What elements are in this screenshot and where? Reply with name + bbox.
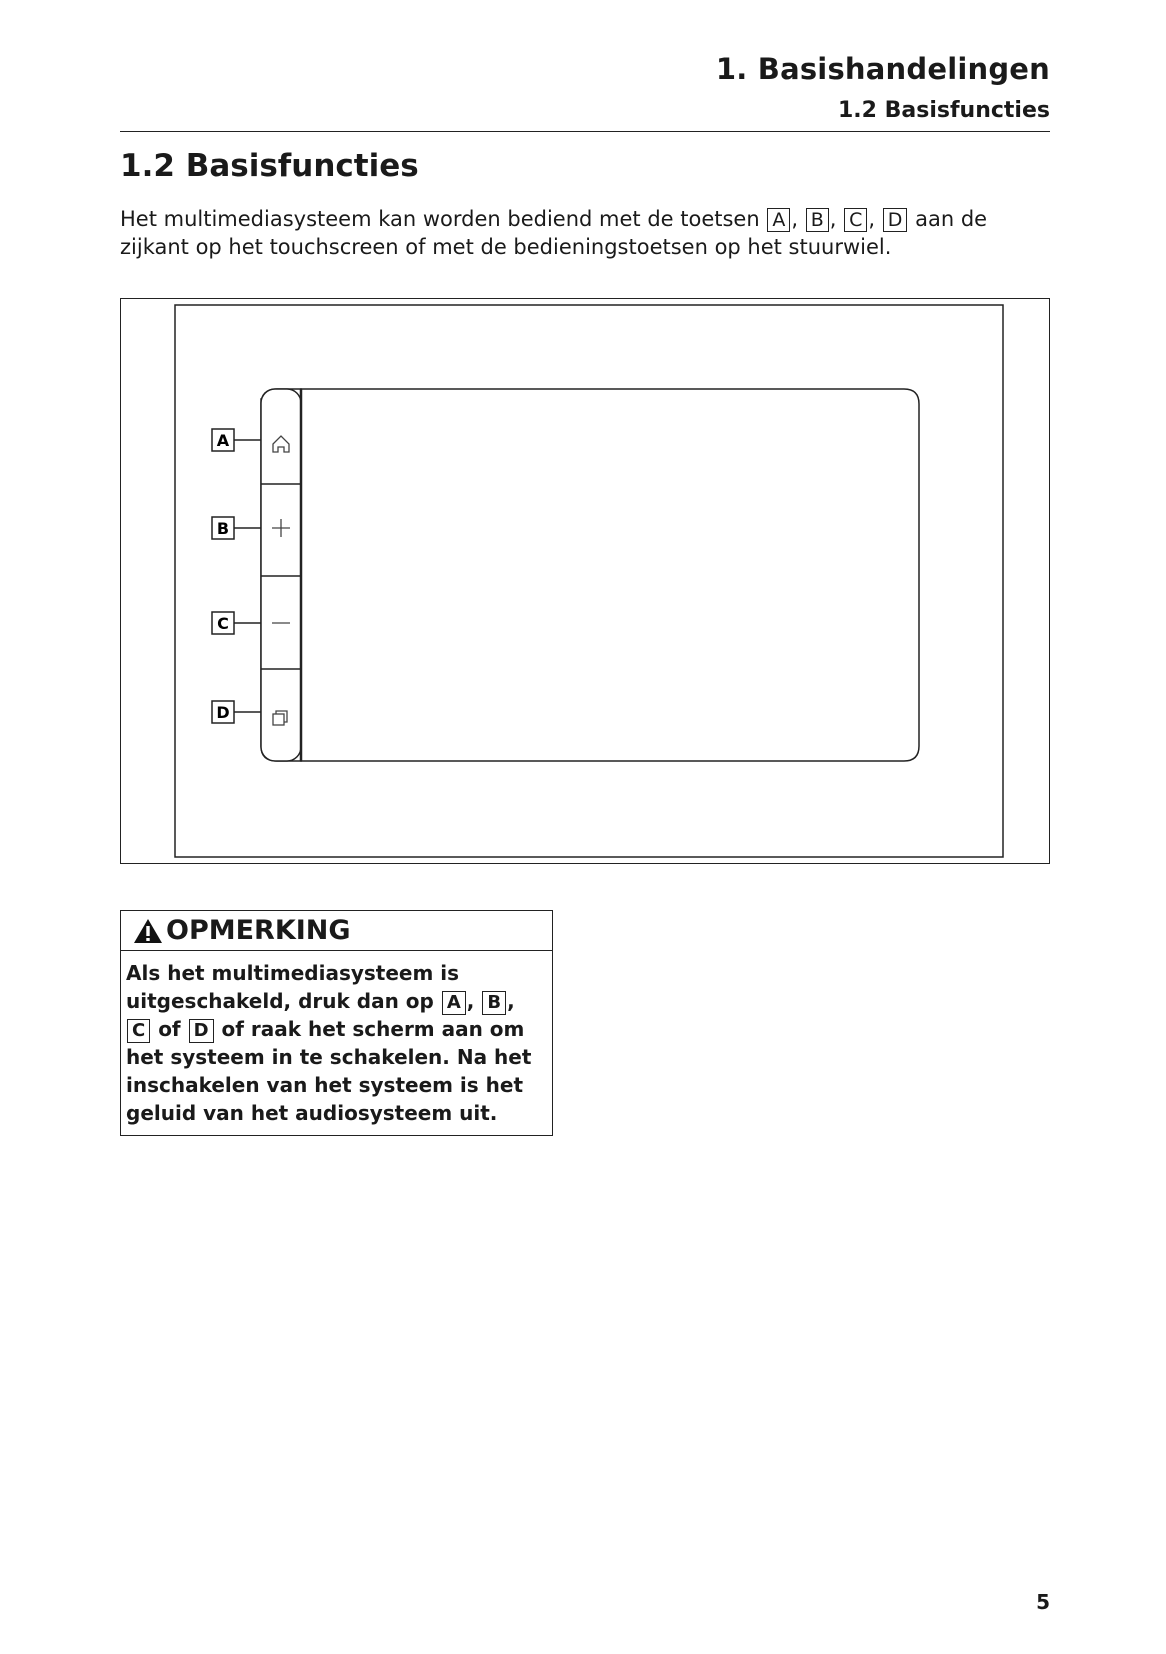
separator: , [791, 207, 799, 231]
warning-icon [133, 918, 163, 944]
label-d [212, 701, 261, 723]
label-a [212, 429, 261, 451]
note-body [121, 951, 552, 1127]
separator: , [868, 207, 876, 231]
header-rule [120, 131, 1050, 132]
note-heading-text: OPMERKING [166, 915, 351, 946]
label-c-text: C [217, 614, 229, 633]
note-key-a: A [442, 991, 466, 1015]
separator: , [466, 989, 475, 1013]
note-text-start: Als het multimediasysteem is uitgeschakeld, druk dan op [126, 961, 460, 1013]
note-key-d: D [189, 1019, 214, 1043]
label-a-text: A [216, 431, 230, 450]
separator: , [507, 989, 515, 1013]
key-d: D [883, 208, 908, 232]
note-text-end: of raak het scherm aan om het systeem in te schakelen. Na het inschakelen van het systeem is het geluid van het audiosysteem uit. [126, 1017, 532, 1125]
label-c [212, 612, 261, 634]
key-b: B [806, 208, 829, 232]
running-subsection: 1.2 Basisfuncties [838, 98, 1050, 123]
separator: , [829, 207, 837, 231]
touchscreen [301, 389, 919, 761]
intro-paragraph [120, 205, 1050, 261]
intro-text-end: aan de zijkant op het touchscreen of met de bedieningstoetsen op het stuurwiel. [120, 207, 988, 259]
label-d-text: D [216, 703, 230, 722]
key-c: C [844, 208, 867, 232]
multimedia-figure [120, 298, 1050, 864]
button-strip-outline [261, 389, 301, 761]
page-number: 5 [1036, 1590, 1050, 1614]
note-heading [121, 911, 552, 951]
chapter-title: 1. Basishandelingen [715, 52, 1050, 86]
note-or: of [158, 1017, 181, 1041]
note-box [120, 910, 553, 1136]
key-a: A [767, 208, 790, 232]
label-b [212, 517, 261, 539]
multimedia-illustration [121, 299, 1051, 865]
note-key-c: C [127, 1019, 150, 1043]
note-key-b: B [482, 991, 506, 1015]
section-title: 1.2 Basisfuncties [120, 148, 419, 184]
label-b-text: B [216, 519, 230, 538]
intro-text-start: Het multimediasysteem kan worden bediend met de toetsen [120, 207, 760, 231]
